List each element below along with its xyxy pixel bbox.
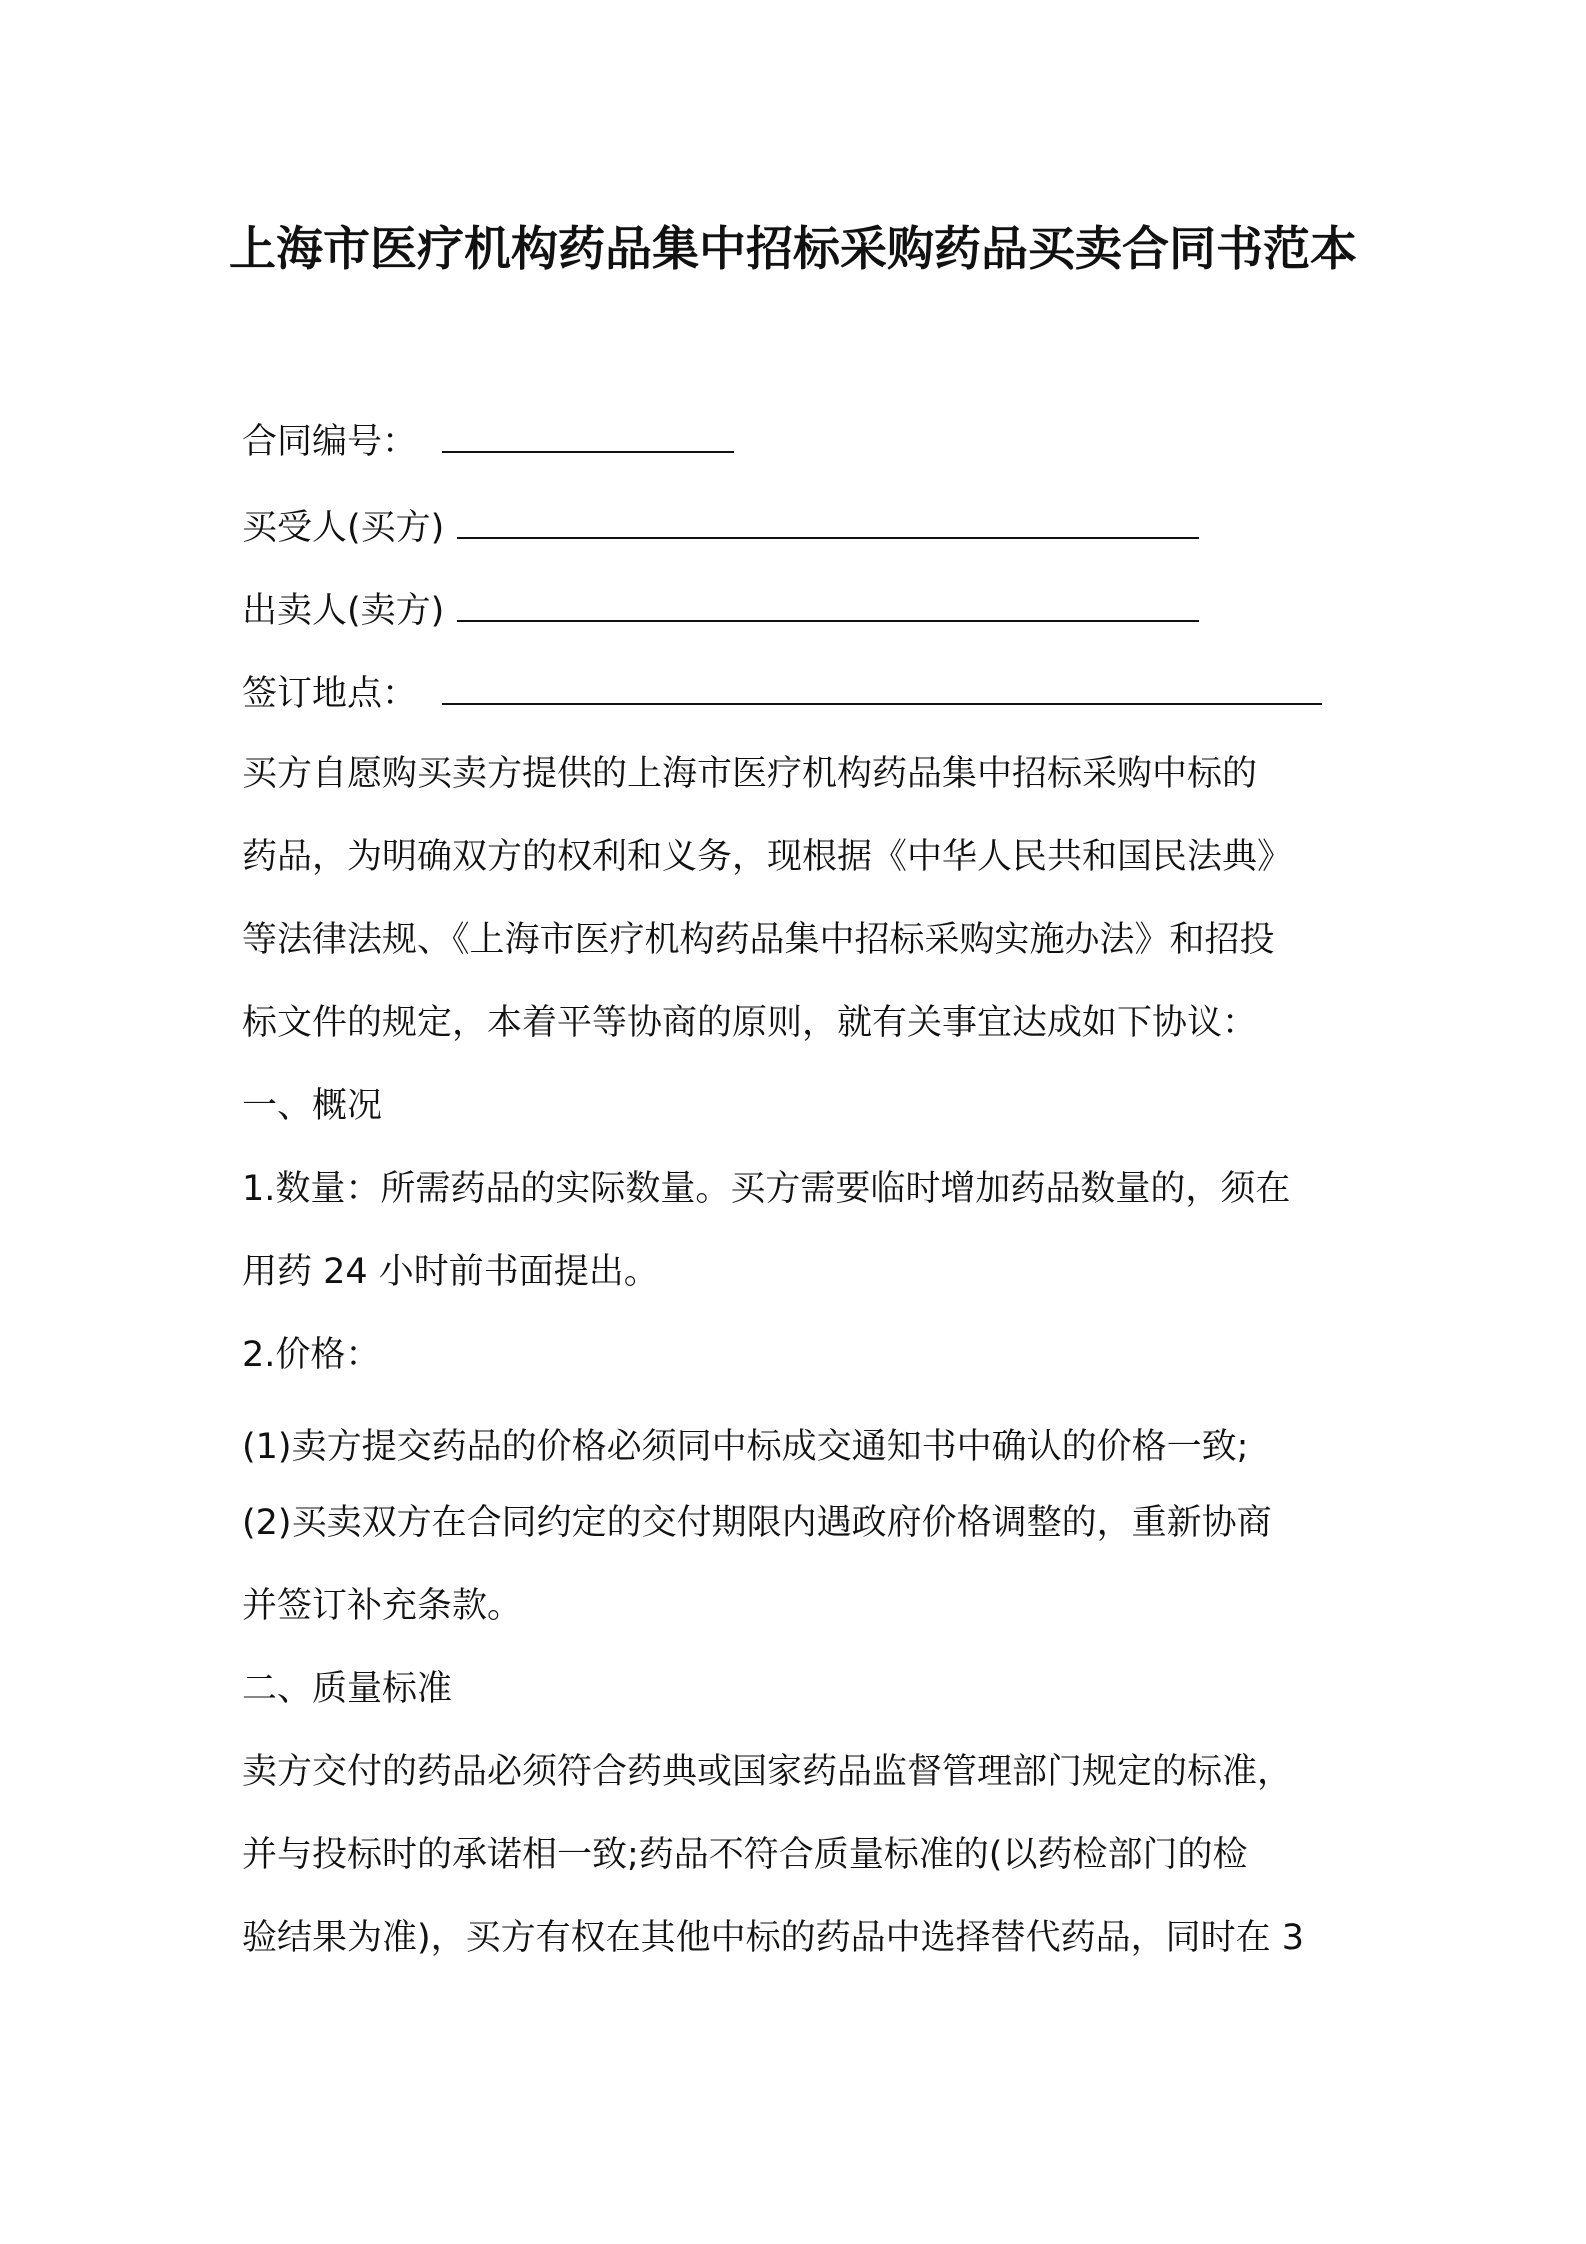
seller-blank: [457, 590, 1199, 622]
document-title: 上海市医疗机构药品集中招标采购药品买卖合同书范本: [229, 222, 1357, 277]
signing-place-field: [242, 669, 1322, 719]
body-line: (2)买卖双方在合同约定的交付期限内遇政府价格调整的，重新协商: [242, 1503, 1272, 1543]
signing-place-label: 签订地点：: [242, 674, 418, 714]
body-line: 并与投标时的承诺相一致;药品不符合质量标准的(以药检部门的检: [242, 1835, 1248, 1875]
signing-place-blank: [442, 673, 1322, 705]
body-line: 标文件的规定，本着平等协商的原则，就有关事宜达成如下协议：: [242, 1003, 1258, 1043]
buyer-blank: [457, 507, 1199, 539]
body-line: 卖方交付的药品必须符合药典或国家药品监督管理部门规定的标准，: [242, 1752, 1293, 1792]
buyer-label: 买受人(买方): [242, 508, 445, 548]
body-line: 2.价格：: [242, 1335, 381, 1375]
section-heading: 一、概况: [242, 1086, 383, 1126]
body-line: 药品，为明确双方的权利和义务，现根据《中华人民共和国民法典》: [242, 837, 1293, 877]
contract-number-field: [242, 417, 734, 467]
buyer-field: [242, 503, 1199, 553]
body-line: 1.数量：所需药品的实际数量。买方需要临时增加药品数量的，须在: [242, 1169, 1291, 1209]
seller-label: 出卖人(卖方): [242, 591, 445, 631]
body-line: 验结果为准)，买方有权在其他中标的药品中选择替代药品，同时在 3: [242, 1918, 1305, 1958]
body-line: (1)卖方提交药品的价格必须同中标成交通知书中确认的价格一致;: [242, 1427, 1249, 1467]
contract-number-label: 合同编号：: [242, 422, 418, 462]
body-line: 买方自愿购买卖方提供的上海市医疗机构药品集中招标采购中标的: [242, 754, 1258, 794]
section-heading: 二、质量标准: [242, 1669, 453, 1709]
contract-number-blank: [442, 421, 734, 453]
body-line: 等法律法规、《上海市医疗机构药品集中招标采购实施办法》和招投: [242, 920, 1275, 960]
body-line: 并签订补充条款。: [242, 1586, 523, 1626]
seller-field: [242, 586, 1199, 636]
body-line: 用药 24 小时前书面提出。: [242, 1252, 659, 1292]
